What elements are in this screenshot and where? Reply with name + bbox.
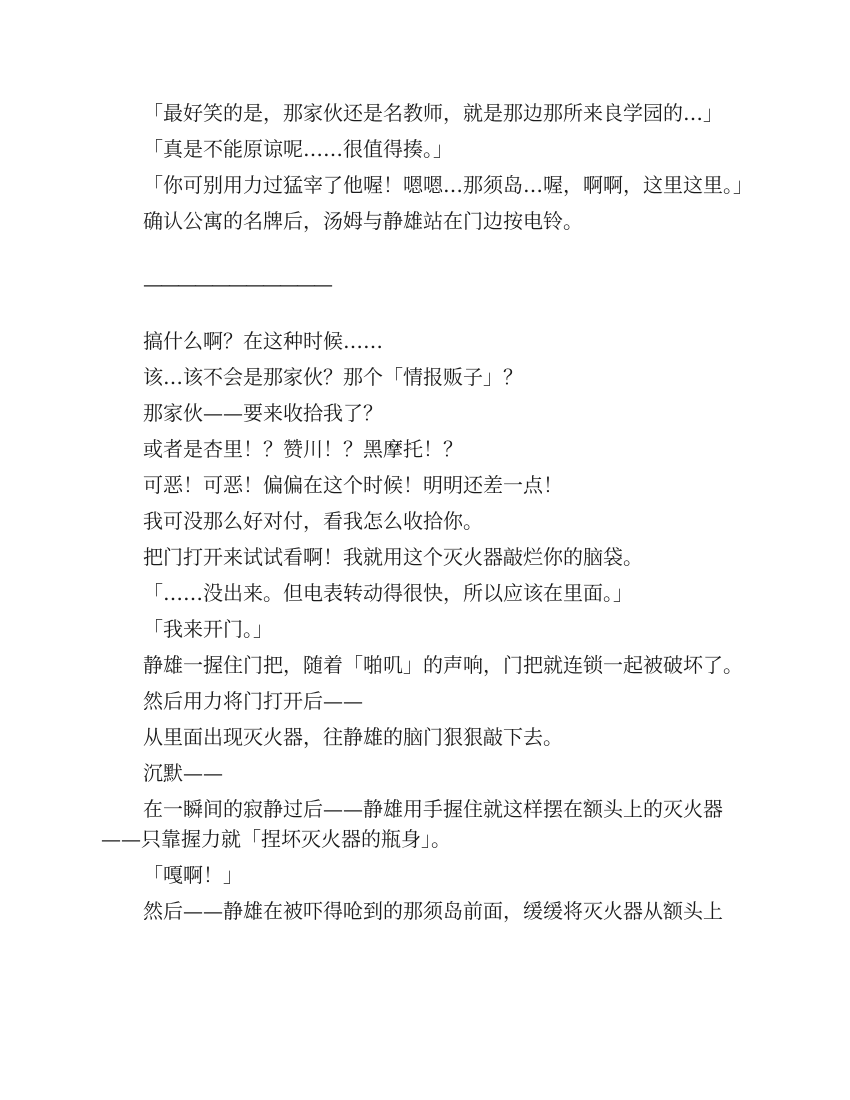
paragraph: 「……没出来。但电表转动得很快，所以应该在里面。」 xyxy=(143,581,633,605)
paragraph: 沉默—— xyxy=(143,761,223,785)
paragraph: 那家伙——要来收拾我了？ xyxy=(143,401,383,425)
paragraph: 静雄一握住门把，随着「啪叽」的声响，门把就连锁一起被破坏了。 xyxy=(143,653,743,677)
paragraph: 然后——静雄在被吓得呛到的那须岛前面，缓缓将灭火器从额头上 xyxy=(143,899,723,923)
paragraph: 我可没那么好对付，看我怎么收拾你。 xyxy=(143,509,483,533)
paragraph: 然后用力将门打开后—— xyxy=(143,689,363,713)
paragraph: 「我来开门。」 xyxy=(143,617,273,641)
paragraph: 「真是不能原谅呢……很值得揍。」 xyxy=(143,137,453,161)
paragraph: 可恶！可恶！偏偏在这个时候！明明还差一点！ xyxy=(143,473,563,497)
body-text xyxy=(101,98,753,932)
paragraph: 「最好笑的是，那家伙还是名教师，就是那边那所来良学园的…」 xyxy=(143,101,723,125)
paragraph: 或者是杏里！？赞川！？黑摩托！？ xyxy=(143,437,463,461)
paragraph: 「嘎啊！」 xyxy=(143,863,243,887)
paragraph: 搞什么啊？在这种时候…… xyxy=(143,329,383,353)
paragraph: 该…该不会是那家伙？那个「情报贩子」？ xyxy=(143,365,523,389)
scene-break xyxy=(101,236,749,326)
scene-break-line: ——————————— xyxy=(143,272,330,296)
paragraph: 确认公寓的名牌后，汤姆与静雄站在门边按电铃。 xyxy=(143,209,583,233)
paragraph: 从里面出现灭火器，往静雄的脑门狠狠敲下去。 xyxy=(143,725,563,749)
paragraph: 「你可别用力过猛宰了他喔！嗯嗯…那须岛…喔，啊啊，这里这里。」 xyxy=(143,173,753,197)
paragraph: 在一瞬间的寂静过后——静雄用手握住就这样摆在额头上的灭火器——只靠握力就「捏坏灭火器的瓶身」。 xyxy=(101,797,723,851)
paragraph: 把门打开来试试看啊！我就用这个灭火器敲烂你的脑袋。 xyxy=(143,545,643,569)
